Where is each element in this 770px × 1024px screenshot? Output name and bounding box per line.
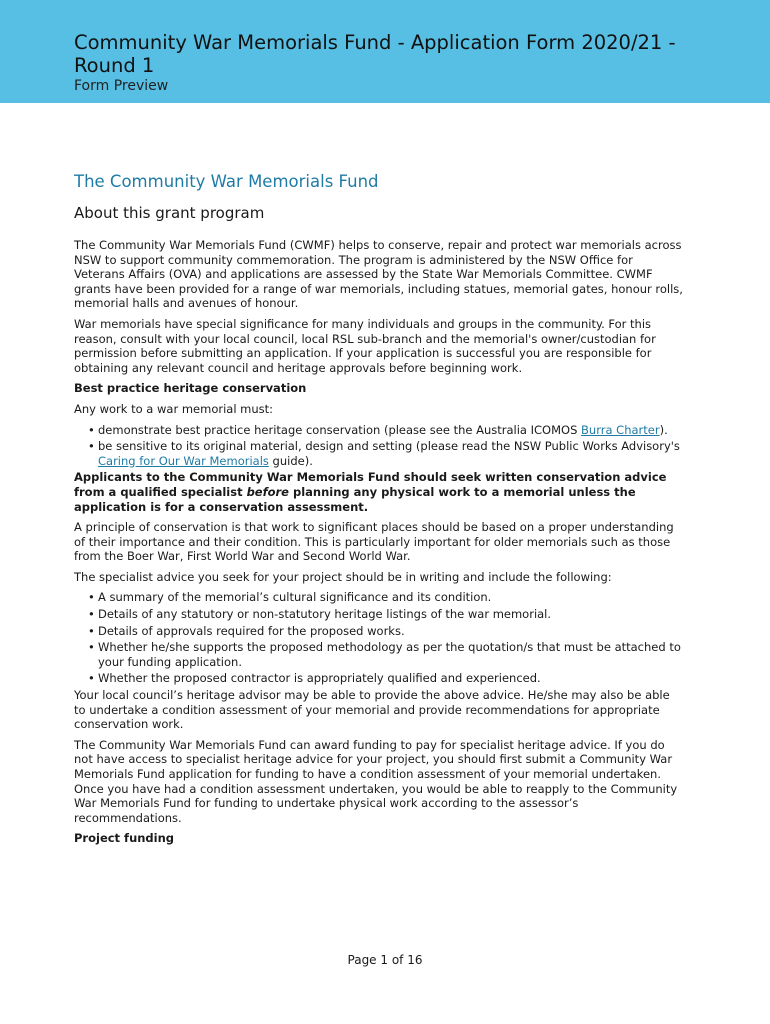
intro-paragraph: The Community War Memorials Fund (CWMF) helps to conserve, repair and protect war memorials across NSW to support community commemoration. The program is administered by the NSW Office for Veterans Affairs (OVA) and applications are assessed by the State War Memorials Committee. CWMF grants have been provided for a range of war memorials, including statues, memorial gates, honour rolls, memorial halls and avenues of honour. bbox=[74, 238, 683, 311]
must-intro: Any work to a war memorial must: bbox=[74, 401, 274, 416]
principle-paragraph: A principle of conservation is that work to significant places should be based on a proper understanding of their importance and their condition. This is particularly important for older memorials such as those from the Boer War, First World War and Second World War. bbox=[74, 520, 674, 564]
form-subtitle: Form Preview bbox=[74, 78, 169, 94]
burra-charter-link[interactable]: Burra Charter bbox=[581, 422, 660, 437]
list-item: • Whether he/she supports the proposed methodology as per the quotation/s that must be attached to your funding application. bbox=[98, 640, 684, 669]
advice-list bbox=[74, 590, 684, 686]
list-item: • demonstrate best practice heritage conservation (please see the Australia ICOMOS Burra Charter). bbox=[98, 423, 684, 438]
list-item: • Whether the proposed contractor is appropriately qualified and experienced. bbox=[98, 671, 684, 686]
specialist-paragraph: The specialist advice you seek for your project should be in writing and include the following: bbox=[74, 569, 612, 584]
form-title: Community War Memorials Fund - Application Form 2020/21 - Round 1 bbox=[74, 31, 676, 77]
funding-advice-paragraph: The Community War Memorials Fund can award funding to pay for specialist heritage advice. If you do not have access to specialist heritage advice for your project, you should first submit a Community War Memorials Fund application for funding to have a condition assessment of your memorial undertaken. Once you have had a condition assessment undertaken, you would be able to reapply to the Community War Memorials Fund for funding to undertake physical work according to the assessor’s recommendations. bbox=[74, 737, 678, 825]
form-header bbox=[0, 0, 770, 103]
heritage-heading: Best practice heritage conservation bbox=[74, 381, 307, 396]
list-item: • Details of approvals required for the proposed works. bbox=[98, 624, 684, 639]
requirements-list bbox=[74, 423, 684, 469]
project-funding-heading: Project funding bbox=[74, 831, 175, 846]
page-indicator: Page 1 of 16 bbox=[347, 953, 423, 967]
document-body bbox=[74, 170, 684, 852]
section-subtitle: About this grant program bbox=[74, 204, 265, 222]
council-advisor-paragraph: Your local council’s heritage advisor may be able to provide the above advice. He/she may also be able to undertake a condition assessment of your memorial and provide recommendations for appropriate conservation work. bbox=[74, 688, 670, 732]
section-title: The Community War Memorials Fund bbox=[74, 172, 379, 191]
list-item: • be sensitive to its original material, design and setting (please read the NSW Public Works Advisory's Caring for Our War Memorials guide). bbox=[98, 439, 684, 468]
advice-notice: Applicants to the Community War Memorials Fund should seek written conservation advice from a qualified specialist before planning any physical work to a memorial unless the application is for a conservation assessment. bbox=[74, 470, 667, 514]
list-item: • Details of any statutory or non-statutory heritage listings of the war memorial. bbox=[98, 607, 684, 622]
caring-for-memorials-link[interactable]: Caring for Our War Memorials bbox=[98, 453, 269, 468]
significance-paragraph: War memorials have special significance for many individuals and groups in the community. For this reason, consult with your local council, local RSL sub-branch and the memorial's owner/custodian for permission before submitting an application. If your application is successful you are responsible for obtaining any relevant council and heritage approvals before beginning work. bbox=[74, 316, 656, 375]
list-item: • A summary of the memorial’s cultural significance and its condition. bbox=[98, 590, 684, 605]
